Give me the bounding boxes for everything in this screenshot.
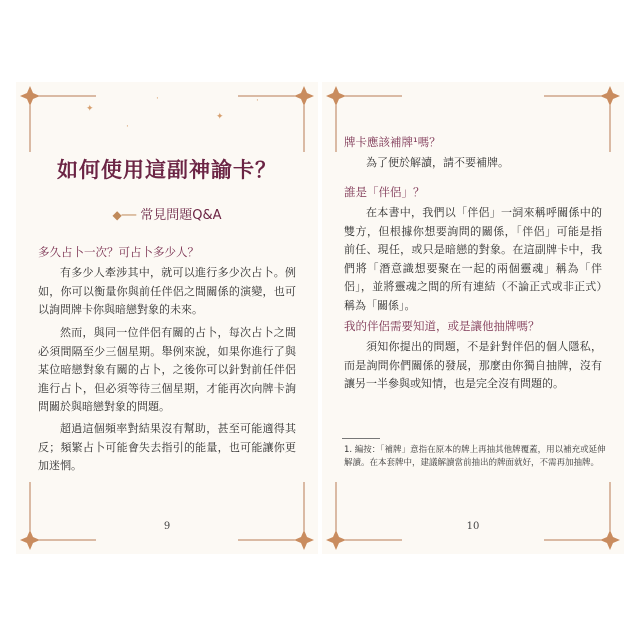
paragraph: 為了便於解讀，請不要補牌。 <box>366 156 509 169</box>
paragraph: 須知你提出的問題，不是針對伴侶的個人隱私，而是詢問你們關係的發展，那麼由你獨自抽牌，沒有讓另一半參與或知情，也是完全沒有問題的。 <box>344 340 602 390</box>
sparkle-icon: · <box>126 122 129 132</box>
paragraph: 超過這個頻率對結果沒有幫助，甚至可能適得其反；頻繁占卜可能會失去指引的能量，也可能讓你更加迷惘。 <box>38 422 296 472</box>
right-page <box>322 82 624 554</box>
question-heading: 多久占卜一次？可占卜多少人？ <box>38 245 199 259</box>
subtitle-text: 常見問題Q&A <box>140 208 222 223</box>
question-heading: 我的伴侶需要知道，或是讓他抽牌嗎？ <box>344 319 540 333</box>
sparkle-icon: ✦ <box>86 104 94 114</box>
paragraph: 然而，與同一位伴侶有關的占卜，每次占卜之間必須間隔至少三個星期。舉例來說，如果你進行了與某位暗戀對象有關的占卜，之後你可以針對前任伴侶進行占卜，但必須等待三個星期，才能再次向牌卡詢問關於與暗戀對象的問題。 <box>38 326 296 413</box>
page-number: 10 <box>466 521 480 532</box>
question-heading: 誰是「伴侶」？ <box>344 185 425 199</box>
footnote-divider <box>342 438 380 439</box>
sparkle-icon: · <box>256 96 259 106</box>
page-number: 9 <box>163 521 171 532</box>
sparkle-icon: ✦ <box>216 112 224 122</box>
left-page <box>16 82 318 554</box>
question-heading: 牌卡應該補牌¹嗎？ <box>344 135 441 149</box>
footnote: 1. 編按：「補牌」意指在原本的牌上再抽其他牌覆蓋，用以補充或延伸解讀。在本套牌中，建議解讀當前抽出的牌面就好，不需再加抽牌。 <box>344 445 606 468</box>
page-title: 如何使用這副神諭卡？ <box>57 158 277 182</box>
sparkle-icon: · <box>156 94 159 104</box>
paragraph: 有多少人牽涉其中，就可以進行多少次占卜。例如，你可以衡量你與前任伴侶之間關係的演變，也可以詢問牌卡你與暗戀對象的未來。 <box>38 266 296 316</box>
section-heading <box>16 204 318 223</box>
diamond-ornament-icon: ◆── <box>112 208 137 222</box>
paragraph: 在本書中，我們以「伴侶」一詞來稱呼關係中的雙方，但根據你想要詢問的關係，「伴侶」可能是指前任、現任，或只是暗戀的對象。在這副牌卡中，我們將「潛意識想要聚在一起的兩個靈魂」稱為「伴侶」，並將靈魂之間的所有連結（不論正式或非正式）稱為「關係」。 <box>344 206 602 312</box>
